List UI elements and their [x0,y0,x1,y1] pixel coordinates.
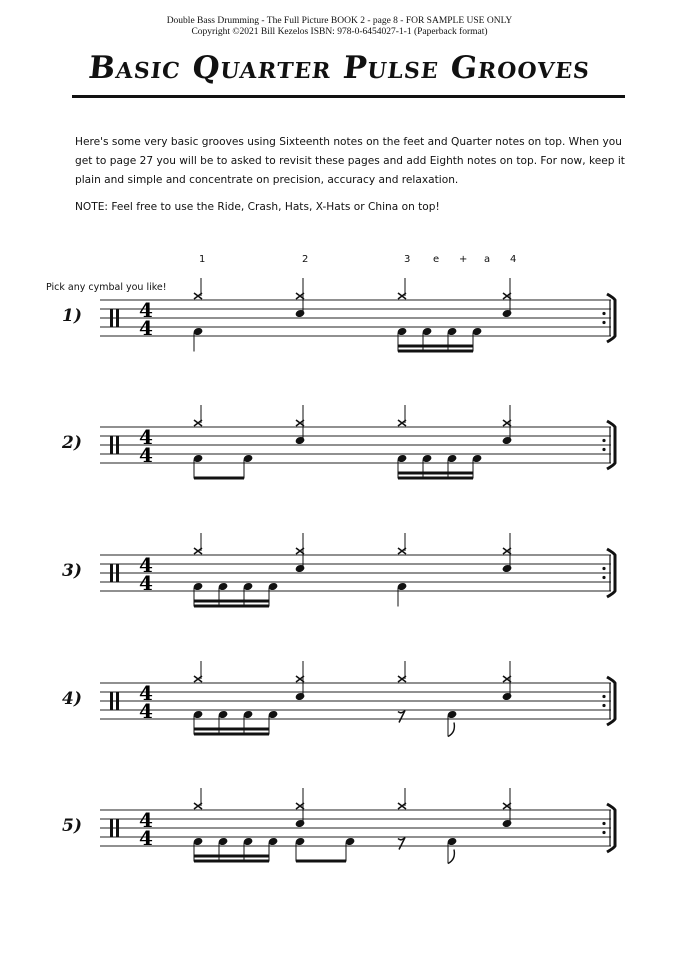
percussion-clef [116,436,119,454]
groove-number: 4) [62,689,82,709]
cymbal-hint: Pick any cymbal you like! [46,282,167,293]
repeat-dot [602,704,605,707]
time-signature-bottom: 4 [139,443,153,467]
sixteenth-beam [194,605,269,608]
count-1: 1 [199,254,206,265]
count-3: 3 [404,254,411,265]
percussion-clef [110,309,113,327]
count-and: + [459,254,468,265]
groove-number: 5) [62,816,82,836]
sixteenth-beam [398,472,473,475]
repeat-dot [602,831,605,834]
sixteenth-beam [194,733,269,736]
eighth-rest [398,711,405,723]
repeat-dot [602,439,605,442]
eighth-beam [296,860,346,863]
percussion-clef [110,692,113,710]
eighth-flag [448,723,454,737]
count-e: e [433,254,440,265]
percussion-clef [116,819,119,837]
intro-paragraph: Here's some very basic grooves using Sixteenth notes on the feet and Quarter notes on top. When you get to page 27 you will be to asked to revisit these pages and add Eighth notes on top. For now, keep it plain and simple and concentrate on precision, accuracy and relaxation. [75,136,625,186]
count-2: 2 [302,254,309,265]
time-signature-top: 4 [139,681,153,705]
groove-staff [0,270,679,380]
snare-note [502,819,513,828]
snare-note [295,692,306,701]
time-signature-bottom: 4 [139,316,153,340]
groove-staff [0,653,679,763]
snare-note [295,564,306,573]
eighth-rest [398,838,405,850]
snare-note [295,436,306,445]
time-signature-bottom: 4 [139,826,153,850]
sixteenth-beam [194,600,269,603]
groove-staff [0,525,679,635]
time-signature-top: 4 [139,425,153,449]
repeat-dot [602,321,605,324]
snare-note [502,309,513,318]
snare-note [502,564,513,573]
sixteenth-beam [194,728,269,731]
percussion-clef [110,819,113,837]
snare-note [295,819,306,828]
page-title: Basic Quarter Pulse Grooves [86,50,593,86]
sixteenth-beam [194,855,269,858]
count-4: 4 [510,254,517,265]
groove-staff [0,780,679,890]
sixteenth-beam [398,350,473,353]
repeat-dot [602,822,605,825]
eighth-flag [448,850,454,864]
page-header [0,16,679,38]
header-line-2: Copyright ©2021 Bill Kezelos ISBN: 978-0-6454027-1-1 (Paperback format) [191,27,488,37]
time-signature-top: 4 [139,298,153,322]
sixteenth-beam [398,345,473,348]
percussion-clef [110,564,113,582]
sixteenth-beam [194,860,269,863]
percussion-clef [116,309,119,327]
repeat-dot [602,695,605,698]
percussion-clef [110,436,113,454]
repeat-dot [602,448,605,451]
repeat-dot [602,312,605,315]
groove-number: 3) [62,561,82,581]
snare-note [502,436,513,445]
time-signature-bottom: 4 [139,571,153,595]
groove-staff [0,397,679,507]
groove-number: 1) [62,306,82,326]
repeat-dot [602,576,605,579]
header-line-1: Double Bass Drumming - The Full Picture BOOK 2 - page 8 - FOR SAMPLE USE ONLY [166,16,513,26]
sixteenth-beam [398,477,473,480]
groove-number: 2) [62,433,82,453]
time-signature-top: 4 [139,808,153,832]
percussion-clef [116,564,119,582]
title-underline [72,95,625,98]
time-signature-bottom: 4 [139,699,153,723]
percussion-clef [116,692,119,710]
snare-note [502,692,513,701]
note-paragraph: NOTE: Feel free to use the Ride, Crash, Hats, X-Hats or China on top! [75,201,440,213]
repeat-dot [602,567,605,570]
eighth-beam [194,477,244,480]
time-signature-top: 4 [139,553,153,577]
count-a: a [484,254,491,265]
snare-note [295,309,306,318]
